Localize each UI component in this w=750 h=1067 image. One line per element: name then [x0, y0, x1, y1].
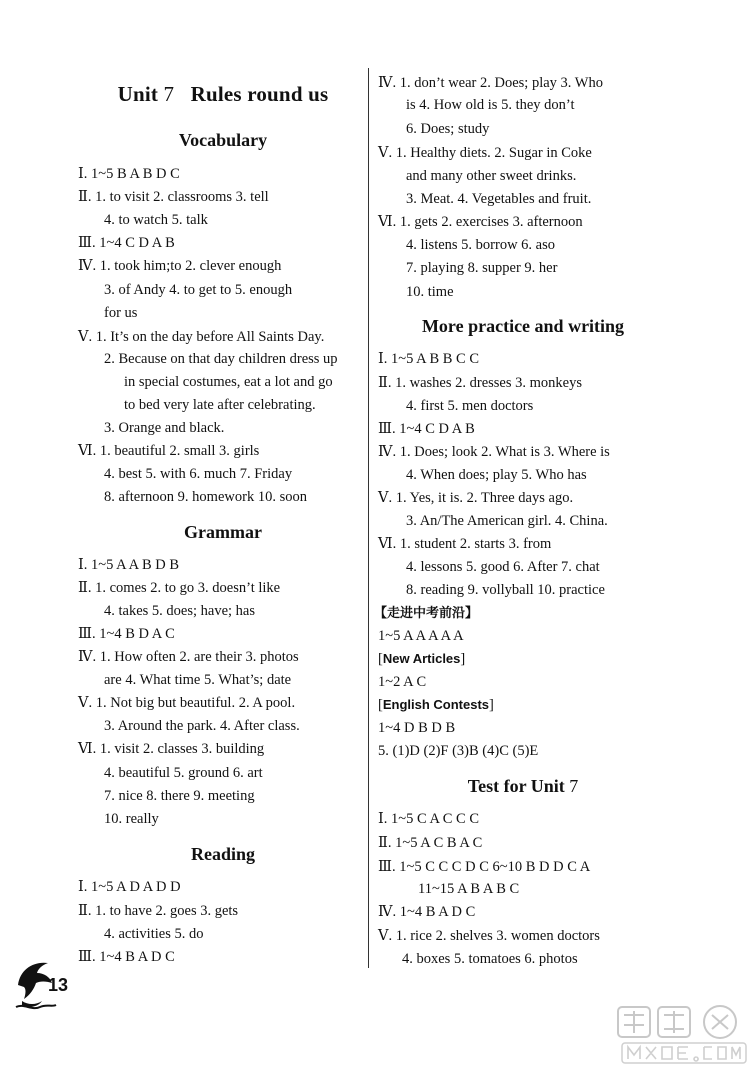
top-line: and many other sweet drinks. — [406, 168, 577, 184]
vocab-line: 8. afternoon 9. homework 10. soon — [104, 489, 307, 505]
grammar-line: Ⅵ. 1. visit 2. classes 3. building — [78, 741, 265, 757]
vocabulary-heading: Vocabulary — [178, 130, 268, 150]
practice-line: Ⅴ. 1. Yes, it is. 2. Three days ago. — [378, 490, 574, 506]
vocab-line: for us — [104, 305, 138, 321]
grammar-line: Ⅱ. 1. comes 2. to go 3. doesn’t like — [78, 580, 281, 596]
practice-line: 3. An/The American girl. 4. China. — [406, 513, 608, 529]
vocab-line: 3. of Andy 4. to get to 5. enough — [104, 282, 293, 298]
grammar-heading: Grammar — [184, 522, 262, 542]
grammar-line: 3. Around the park. 4. After class. — [104, 718, 300, 734]
vocab-line: Ⅳ. 1. took him;to 2. clever enough — [78, 258, 282, 274]
vocab-line: 4. to watch 5. talk — [104, 212, 208, 228]
test-line: Ⅱ. 1~5 A C B A C — [378, 835, 483, 851]
reading-line: Ⅰ. 1~5 A D A D D — [78, 879, 181, 895]
practice-line: Ⅱ. 1. washes 2. dresses 3. monkeys — [378, 375, 582, 391]
exam-line: 5. (1)D (2)F (3)B (4)C (5)E — [378, 743, 539, 759]
test-line: 4. boxes 5. tomatoes 6. photos — [402, 951, 578, 967]
vocab-line: Ⅱ. 1. to visit 2. classrooms 3. tell — [78, 189, 269, 205]
vocab-line: Ⅰ. 1~5 B A B D C — [78, 166, 180, 182]
vocab-line: Ⅴ. 1. It’s on the day before All Saints Day. — [78, 329, 325, 345]
vocab-line: in special costumes, eat a lot and go — [124, 374, 333, 390]
grammar-line: are 4. What time 5. What’s; date — [104, 672, 292, 688]
grammar-line: 10. really — [104, 811, 159, 827]
top-line: 7. playing 8. supper 9. her — [406, 260, 558, 276]
grammar-line: 4. beautiful 5. ground 6. art — [104, 765, 263, 781]
top-line: Ⅵ. 1. gets 2. exercises 3. afternoon — [378, 214, 583, 230]
practice-line: 8. reading 9. vollyball 10. practice — [406, 582, 605, 598]
new-articles-label: [New Articles] — [378, 651, 466, 667]
exam-line: 1~4 D B D B — [378, 720, 456, 736]
top-line: 4. listens 5. borrow 6. aso — [406, 237, 556, 253]
reading-line: 4. activities 5. do — [104, 926, 204, 942]
test-line: Ⅳ. 1~4 B A D C — [378, 904, 476, 920]
exam-line: 1~5 A A A A A — [378, 628, 464, 644]
practice-line: Ⅵ. 1. student 2. starts 3. from — [378, 536, 552, 552]
vocab-line: to bed very late after celebrating. — [124, 397, 316, 413]
practice-line: Ⅲ. 1~4 C D A B — [378, 421, 475, 437]
reading-line: Ⅲ. 1~4 B A D C — [78, 949, 175, 965]
vocab-line: Ⅲ. 1~4 C D A B — [78, 235, 175, 251]
top-line: is 4. How old is 5. they don’t — [406, 97, 575, 113]
reading-line: Ⅱ. 1. to have 2. goes 3. gets — [78, 903, 239, 919]
exam-label: 【走进中考前沿】 — [374, 605, 479, 620]
english-contests-label: [English Contests] — [378, 697, 494, 713]
practice-line: 4. first 5. men doctors — [406, 398, 534, 414]
test-line: Ⅰ. 1~5 C A C C C — [378, 811, 480, 827]
column-divider — [368, 68, 369, 968]
practice-line: Ⅳ. 1. Does; look 2. What is 3. Where is — [378, 444, 610, 460]
watermark-logo — [612, 1003, 750, 1067]
vocab-line: 4. best 5. with 6. much 7. Friday — [104, 466, 293, 482]
test-line: 11~15 A B A B C — [418, 881, 520, 897]
practice-line: 4. lessons 5. good 6. After 7. chat — [406, 559, 600, 575]
page-number: 13 — [48, 975, 69, 995]
top-line: Ⅳ. 1. don’t wear 2. Does; play 3. Who — [378, 75, 603, 91]
grammar-line: Ⅰ. 1~5 A A B D B — [78, 557, 180, 573]
test-heading: Test for Unit 7 — [467, 776, 579, 796]
vocab-line: Ⅵ. 1. beautiful 2. small 3. girls — [78, 443, 260, 459]
unit-title: Unit 7 Rules round us — [117, 82, 329, 106]
test-line: Ⅴ. 1. rice 2. shelves 3. women doctors — [378, 928, 600, 944]
grammar-line: Ⅳ. 1. How often 2. are their 3. photos — [78, 649, 299, 665]
vocab-line: 3. Orange and black. — [104, 420, 225, 436]
top-line: Ⅴ. 1. Healthy diets. 2. Sugar in Coke — [378, 145, 592, 161]
top-line: 6. Does; study — [406, 121, 490, 137]
test-line: Ⅲ. 1~5 C C C D C 6~10 B D D C A — [378, 859, 591, 875]
practice-line: Ⅰ. 1~5 A B B C C — [378, 351, 480, 367]
top-line: 3. Meat. 4. Vegetables and fruit. — [406, 191, 592, 207]
reading-heading: Reading — [190, 844, 255, 864]
exam-line: 1~2 A C — [378, 674, 427, 690]
grammar-line: 7. nice 8. there 9. meeting — [104, 788, 255, 804]
practice-line: 4. When does; play 5. Who has — [406, 467, 587, 483]
grammar-line: 4. takes 5. does; have; has — [104, 603, 256, 619]
more-practice-heading: More practice and writing — [421, 316, 625, 336]
top-line: 10. time — [406, 284, 454, 300]
grammar-line: Ⅴ. 1. Not big but beautiful. 2. A pool. — [78, 695, 296, 711]
vocab-line: 2. Because on that day children dress up — [104, 351, 338, 367]
grammar-line: Ⅲ. 1~4 B D A C — [78, 626, 175, 642]
